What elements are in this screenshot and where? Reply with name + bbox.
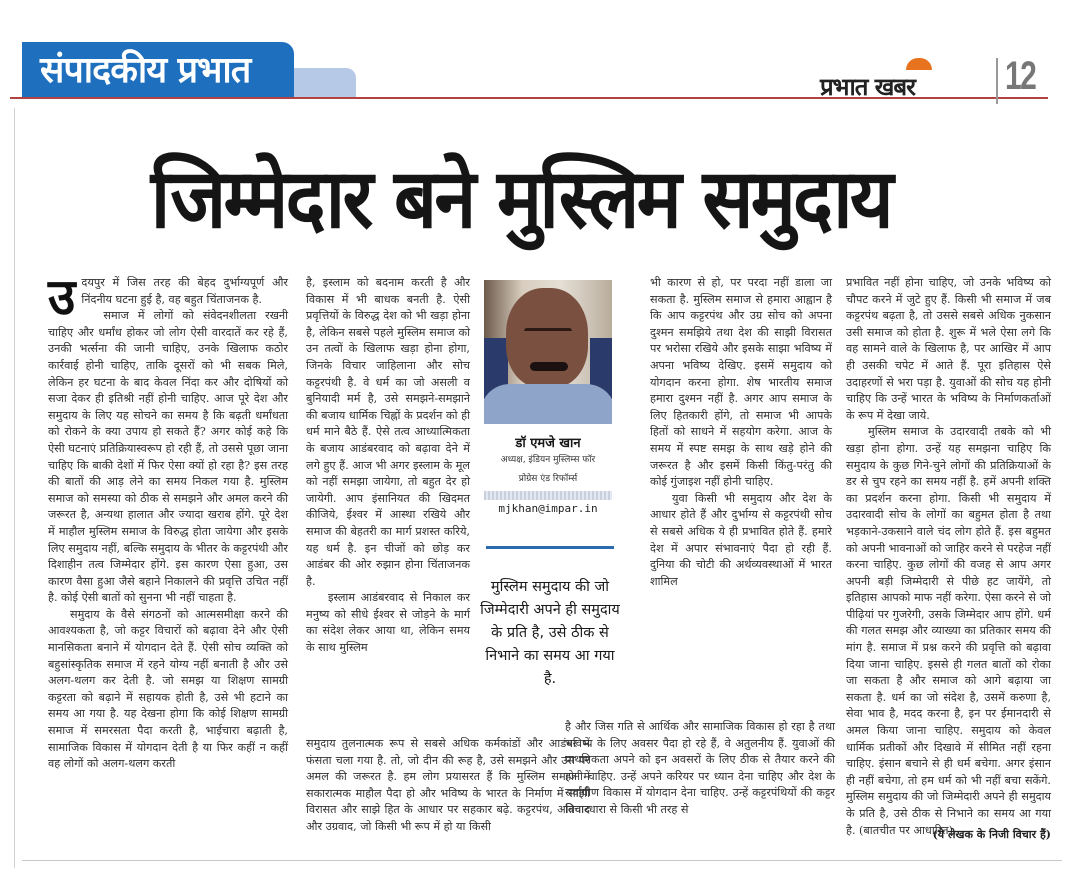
author-photo <box>484 280 612 424</box>
article-column-2 <box>306 275 470 657</box>
author-title: प्रोग्रेस एंड रिफॉर्म्स <box>518 474 578 484</box>
logo-text: प्रभात खबर <box>820 72 915 101</box>
newspaper-logo <box>820 66 915 106</box>
paragraph: है और जिस गति से आर्थिक और सामाजिक विकास हो रहा है तथा भविष्य के लिए अवसर पैदा हो रहे हैं, वे अतुलनीय हैं. युवाओं की प्राथमिकता अपने को इन अवसरों के लिए ठीक से तैयार करने की होनी चाहिए. उन्हें अपने करियर पर ध्यान देना चाहिए और देश के सर्वांगीण विकास में योगदान देना चाहिए. उन्हें कट्टरपंथियों की कट्टर विचारधारा से किसी भी तरह से <box>565 720 835 816</box>
headline: जिम्मेदार बने मुस्लिम समुदाय <box>150 152 891 247</box>
paragraph: भी कारण से हो, पर परदा नहीं डाला जा सकता है. मुस्लिम समाज से हमारा आह्वान है कि आप कट्टरपंथ और उग्र सोच को अपना दुश्मन समझिये तथा देश की साझी विरासत पर भरोसा रखिये और इसके साझा भविष्य में अपना भविष्य देखिए. इसमें समुदाय को योगदान करना होगा. शेष भारतीय समाज हमारा दुश्मन नहीं है. अगर आप समाज के लिए हितकारी होंगे, तो समाज भी आपके हितों को साधने में सहयोग करेगा. आज के समय में स्पष्ट समझ के साथ खड़े होने की जरूरत है और इसमें किसी किंतु-परंतु की कोई गुंजाइश नहीं होनी चाहिए. <box>650 276 832 489</box>
logo-separator <box>996 58 998 104</box>
paragraph: प्रभावित नहीं होना चाहिए, जो उनके भविष्य को चौपट करने में जुटे हुए हैं. किसी भी समाज में जब कट्टरपंथ बढ़ता है, तो उससे सबसे अधिक नुकसान उसी समाज को होता है. शुरू में भले ऐसा लगे कि वह सामने वाले के खिलाफ है, पर आखिर में आप ही उसकी चपेट में आते हैं. पूरा इतिहास ऐसे उदाहरणों से भरा पड़ा है. युवाओं की सोच यह होनी चाहिए कि उन्हें भारत के भविष्य के निर्माणकर्ताओं के रूप में देखा जाये. <box>846 276 1051 422</box>
pull-quote-rule <box>486 546 614 549</box>
left-margin-rule <box>14 108 15 868</box>
footer-rule <box>22 860 1062 861</box>
article-column-3-continued <box>565 719 835 819</box>
author-divider <box>484 491 612 500</box>
page-number: 12 <box>1005 54 1036 98</box>
paragraph: समुदाय के वैसे संगठनों को आत्मसमीक्षा करने की आवश्यकता है, जो कट्टर विचारों को बढ़ावा देने और ऐसी मानसिकता बनाने में योगदान देते हैं. ऐसी सोच व्यक्ति को बहुसांस्कृतिक समाज में रहने योग्य नहीं बनाती है और उसे अलग-थलग कर देती है. जो समझ या शिक्षण सामग्री कट्टरता को बढ़ाने में सहायक होती है, उसे भी हटाने का समय आ गया है. यह देखना होगा कि कोई शिक्षण सामग्री समाज में समरसता पैदा करती है, भाईचारा बढ़ाती है, सामाजिक विकास में योगदान देती है या फिर कहीं न कहीं वह लोगों को अलग-थलग करती <box>48 607 288 771</box>
drop-cap: उ <box>48 268 76 326</box>
paragraph: समाज में लोगों को संवेदनशीलता रखनी चाहिए और धर्मांध होकर जो लोग ऐसी वारदातें कर रहे हैं, उनकी भर्त्सना की जानी चाहिए, उनके खिलाफ कठोर कार्रवाई होनी चाहिए, ताकि दूसरों को भी सबक मिले, लेकिन हर घटना के बाद केवल निंदा कर और दोषियों को सजा देकर ही इतिश्री नहीं होनी चाहिए. आज पूरे देश और समुदाय के लिए यह सोचने का समय है कि बढ़ती धर्मांधता को रोकने के क्या उपाय हो सकते हैं? अगर कोई कहे कि ऐसी घटनाएं प्रतिक्रियास्वरूप हो रही हैं, तो उससे पूछा जाना चाहिए कि बाकी देशों में फिर ऐसा क्यों हो रहा है? इस तरह की बातों की आड़ लेने का समय निकल गया है. मुस्लिम समाज को समस्या को ठीक से समझने और अमल करने की जरूरत है, अन्यथा हालात और ज्यादा खराब होंगे. पूरे देश में माहौल मुस्लिम समाज के विरुद्ध होता जायेगा और इसके लिए समुदाय नहीं, बल्कि समुदाय के भीतर के कट्टरपंथी और दिशाहीन तत्व जिम्मेदार होंगे. इस कारण ऐसा हुआ, उस कारण वैसा हुआ जैसे बहाने निकालने की प्रवृत्ति उचित नहीं है. कोई ऐसी बातों को सुनना भी नहीं चाहता है. <box>48 309 288 605</box>
paragraph: है, इस्लाम को बदनाम करती है और विकास में भी बाधक बनती है. ऐसी प्रवृत्तियों के विरुद्ध देश को भी खड़ा होना है, लेकिन सबसे पहले मुस्लिम समाज को उन तत्वों के खिलाफ खड़ा होना होगा, जिनके विचार जाहिलाना और सोच कट्टरपंथी है. वे धर्म का जो असली व बुनियादी मर्म है, उसे समझने-समझाने की बजाय धार्मिक चिह्नों के प्रदर्शन को ही धर्म माने बैठे हैं. ऐसे तत्व आध्यात्मिकता के बजाय आडंबरवाद को बढ़ावा देने में लगे हुए हैं. आज भी अगर इस्लाम के मूल को नहीं समझा जायेगा, तो बहुत देर हो जायेगी. आप इंसानियत की खिदमत कीजिये, ईश्वर में आस्था रखिये और समाज की बेहतरी का मार्ग प्रशस्त करिये, यह धर्म है. इन चीजों को छोड़ कर आडंबर की ओर रुझान होना चिंताजनक है. <box>306 276 470 588</box>
section-title: संपादकीय प्रभात <box>40 50 251 91</box>
author-name: डॉ एमजे खान <box>515 436 581 451</box>
pull-quote: मुस्लिम समुदाय की जो जिम्मेदारी अपने ही समुदाय के प्रति है, उसे ठीक से निभाने का समय आ गया है. <box>480 579 620 687</box>
article-column-3 <box>650 275 832 590</box>
paragraph: उदयपुर में जिस तरह की बेहद दुर्भाग्यपूर्ण और निंदनीय घटना हुई है, वह बहुत चिंताजनक है. <box>48 268 288 326</box>
article-column-1 <box>48 268 288 773</box>
sun-icon <box>906 58 932 70</box>
photo-face <box>506 288 588 388</box>
author-title: अध्यक्ष, इंडियन मुस्लिम्स फॉर <box>500 455 596 465</box>
paragraph: इस्लाम आडंबरवाद से निकाल कर मनुष्य को सीधे ईश्वर से जोड़ने के मार्ग का संदेश लेकर आया था, लेकिन समय के साथ मुस्लिम <box>306 591 470 655</box>
photo-eyes <box>524 328 572 334</box>
paragraph: समुदाय तुलनात्मक रूप से सबसे अधिक कर्मकांडों और आडंबर में फंसता चला गया है. तो, जो दीन की रूह है, उसे समझने और उस पर अमल की जरूरत है. हम लोग प्रयासरत हैं कि मुस्लिम समाज में सकारात्मक माहौल पैदा हो और भविष्य के भारत के निर्माण में साझी विरासत और साझे हित के आधार पर सहकार बढ़े. कट्टरपंथ, अतिवाद और उग्रवाद, जो किसी भी रूप में हो या किसी <box>306 737 590 833</box>
photo-shirt <box>484 384 612 424</box>
photo-mustache <box>530 362 568 371</box>
paragraph: युवा किसी भी समुदाय और देश के आधार होते हैं और दुर्भाग्य से कट्टरपंथी सोच से सबसे अधिक ये ही प्रभावित होते हैं. हमारे देश में अपार संभावनाएं पैदा हो रही हैं. दुनिया की चोटी की अर्थव्यवस्थाओं में भारत शामिल <box>650 491 832 588</box>
section-banner-tail <box>294 68 356 98</box>
author-disclaimer: (ये लेखक के निजी विचार हैं) <box>932 828 1051 841</box>
paragraph: मुस्लिम समाज के उदारवादी तबके को भी खड़ा होना होगा. उन्हें यह समझना चाहिए कि समुदाय के कुछ गिने-चुने लोगों की प्रतिक्रियाओं के डर से चुप रहने का समय नहीं है. हमें अपनी शक्ति का प्रदर्शन करना होगा. किसी भी समुदाय में उदारवादी सोच के लोगों का बहुमत होता है तथा भड़काने-उकसाने वाले चंद लोग होते हैं. इस बहुमत को अपनी भावनाओं को जाहिर करने से परहेज नहीं करना चाहिए. कुछ लोगों की वजह से आप अगर अपनी बड़ी जिम्मेदारी से पीछे हट जायेंगे, तो इतिहास आपको माफ नहीं करेगा. ऐसा करने से जो पीढ़ियां पर गुजरेगी, उसके जिम्मेदार आप होंगे. धर्म की गलत समझ और व्याख्या का प्रतिकार समय की मांग है. समाज में प्रश्न करने की प्रवृत्ति को बढ़ावा दिया जाना चाहिए. इससे ही गलत बातों को रोका जा सकता है और समाज को आगे बढ़ाया जा सकता है. धर्म का जो संदेश है, उसमें करुणा है, सेवा भाव है, मदद करना है, इन पर ईमानदारी से अमल किया जाना चाहिए. समुदाय को केवल धार्मिक प्रतीकों और दिखावे में सीमित नहीं रहना चाहिए. इंसान बचाने से ही धर्म बचेगा. अगर इंसान ही नहीं बचेगा, तो हम धर्म को भी नहीं बचा सकेंगे. मुस्लिम समुदाय की जो जिम्मेदारी अपने ही समुदाय के प्रति है, उसे ठीक से निभाने का समय आ गया है. (बातचीत पर आधारित). <box>846 425 1051 837</box>
article-column-2-continued <box>306 736 590 836</box>
article-column-4 <box>846 275 1051 839</box>
author-email[interactable]: mjkhan@impar.in <box>498 502 598 515</box>
